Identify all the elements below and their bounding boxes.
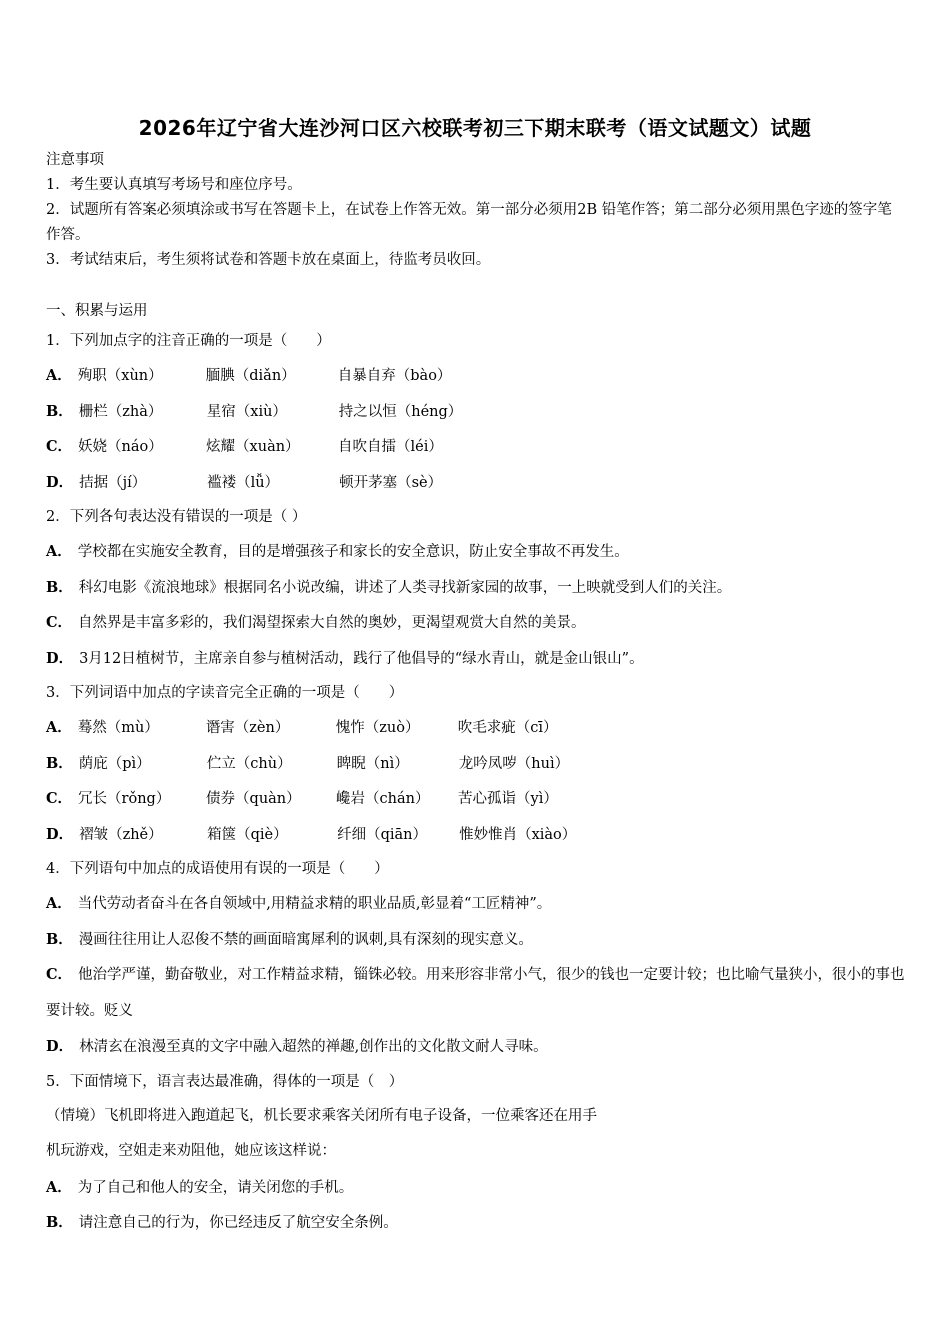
option-label: A． (46, 1178, 72, 1196)
option-item: 拮据（jí） (79, 474, 147, 491)
option-text: 3月12日植树节，主席亲自参与植树活动，践行了他倡导的“绿水青山，就是金山银山”。 (79, 650, 644, 667)
option-text: 他治学严谨，勤奋敬业，对工作精益求精，锱铢必较。用来形容非常小气，很少的钱也一定要计较；也比喻气量狭小，很小的事也要计较。贬义 (46, 967, 905, 1019)
q2-option-c (46, 605, 906, 641)
option-label: A． (46, 719, 72, 736)
q5-option-a (46, 1170, 906, 1206)
q5-context-line: 机玩游戏，空姐走来劝阻他，她应该这样说： (46, 1143, 336, 1159)
notice-item: 3．考试结束后，考生须将试卷和答题卡放在桌面上，待监考员收回。 (46, 252, 491, 268)
option-item: 炫耀（xuàn） (206, 439, 300, 455)
option-item: 巉岩（chán） (336, 791, 430, 807)
q3-option-b (46, 746, 906, 782)
q1-option-d (46, 465, 906, 501)
option-text: 请注意自己的行为，你已经违反了航空安全条例。 (78, 1215, 398, 1231)
notice-item: 2．试题所有答案必须填涂或书写在答题卡上，在试卷上作答无效。第一部分必须用2B 铅笔作答；第二部分必须用黑色字迹的签字笔作答。 (46, 202, 892, 243)
q3-option-a (46, 710, 906, 746)
notice-heading: 注意事项 (46, 152, 104, 168)
q3-option-c (46, 781, 906, 817)
option-label: B． (46, 578, 73, 596)
option-item: 妖娆（náo） (78, 439, 163, 455)
q1-option-b (46, 394, 906, 430)
option-label: B． (46, 754, 73, 772)
option-text: 林清玄在浪漫至真的文字中融入超然的禅趣,创作出的文化散文耐人寻味。 (79, 1039, 548, 1055)
q1-option-a (46, 358, 906, 394)
option-item: 褴褛（lǚ） (207, 474, 280, 491)
section-accumulation (46, 298, 906, 1241)
page-title: 2026年辽宁省大连沙河口区六校联考初三下期末联考（语文试题文）试题 (138, 116, 812, 140)
option-item: 星宿（xiù） (206, 403, 287, 420)
option-label: D． (46, 1038, 74, 1055)
notice-section (46, 148, 906, 273)
option-item: 蓦然（mù） (77, 720, 159, 736)
option-label: D． (46, 473, 74, 491)
option-label: C． (46, 966, 73, 983)
option-item: 纤细（qiān） (337, 826, 427, 843)
option-item: 荫庇（pì） (78, 755, 151, 772)
q2-option-b (46, 570, 906, 606)
question-5-stem: 5．下面情境下，语言表达最准确，得体的一项是（ ） (46, 1073, 404, 1090)
option-item: 殉职（xùn） (77, 368, 163, 384)
q3-option-d (46, 817, 906, 853)
option-item: 伫立（chù） (206, 755, 292, 772)
option-text: 科幻电影《流浪地球》根据同名小说改编，讲述了人类寻找新家园的故事，一上映就受到人们的关注。 (78, 579, 732, 596)
option-label: C． (46, 438, 73, 455)
option-item: 自吹自擂（léi） (338, 439, 443, 455)
option-item: 持之以恒（héng） (338, 403, 463, 420)
option-label: A． (46, 895, 72, 912)
option-item: 栅栏（zhà） (78, 403, 163, 420)
q4-option-d (46, 1029, 906, 1065)
option-item: 谮害（zèn） (205, 720, 290, 736)
option-item: 自暴自弃（bào） (337, 368, 452, 384)
option-item: 龙吟凤哕（huì） (458, 755, 570, 772)
option-item: 债券（quàn） (206, 791, 301, 807)
option-label: A． (46, 367, 72, 384)
option-item: 腼腆（diǎn） (205, 368, 296, 384)
option-label: A． (46, 543, 72, 560)
q4-option-a (46, 886, 906, 922)
q2-option-d (46, 641, 906, 677)
q2-option-a (46, 534, 906, 570)
option-label: B． (46, 402, 73, 420)
q5-option-b (46, 1205, 906, 1241)
q4-option-c (46, 957, 906, 1029)
option-label: C． (46, 790, 73, 807)
option-text: 漫画往往用让人忍俊不禁的画面暗寓犀利的讽刺,具有深刻的现实意义。 (78, 931, 533, 948)
q1-option-c (46, 429, 906, 465)
q5-context-line: （情境）飞机即将进入跑道起飞，机长要求乘客关闭所有电子设备，一位乘客还在用手 (46, 1107, 597, 1124)
option-label: B． (46, 930, 73, 948)
option-text: 为了自己和他人的安全，请关闭您的手机。 (77, 1179, 354, 1196)
question-2-stem: 2．下列各句表达没有错误的一项是（ ） (46, 509, 307, 525)
option-item: 褶皱（zhě） (79, 826, 163, 843)
option-label: D． (46, 649, 74, 667)
option-item: 惟妙惟肖（xiào） (459, 826, 577, 843)
option-item: 顿开茅塞（sè） (339, 474, 443, 491)
option-item: 吹毛求疵（cī） (457, 720, 558, 736)
option-item: 睥睨（nì） (336, 755, 409, 772)
question-4-stem: 4．下列语句中加点的成语使用有误的一项是（ ） (46, 861, 389, 877)
option-text: 学校都在实施安全教育，目的是增强孩子和家长的安全意识，防止安全事故不再发生。 (77, 544, 629, 560)
q4-option-b (46, 922, 906, 958)
option-label: D． (46, 825, 74, 843)
option-label: B． (46, 1214, 73, 1231)
question-3-stem: 3．下列词语中加点的字读音完全正确的一项是（ ） (46, 685, 404, 701)
option-item: 箱箧（qiè） (207, 826, 288, 843)
option-item: 冗长（rǒng） (78, 791, 171, 807)
notice-item: 1．考生要认真填写考场号和座位序号。 (46, 177, 302, 193)
option-item: 苦心孤诣（yì） (458, 791, 558, 807)
option-text: 自然界是丰富多彩的，我们渴望探索大自然的奥妙，更渴望观赏大自然的美景。 (78, 615, 586, 631)
section-title: 一、积累与运用 (46, 303, 148, 319)
question-1-stem: 1．下列加点字的注音正确的一项是（ ） (46, 333, 331, 349)
option-label: C． (46, 614, 73, 631)
option-item: 愧怍（zuò） (335, 720, 420, 736)
option-text: 当代劳动者奋斗在各自领域中,用精益求精的职业品质,彰显着“工匠精神”。 (77, 896, 552, 912)
